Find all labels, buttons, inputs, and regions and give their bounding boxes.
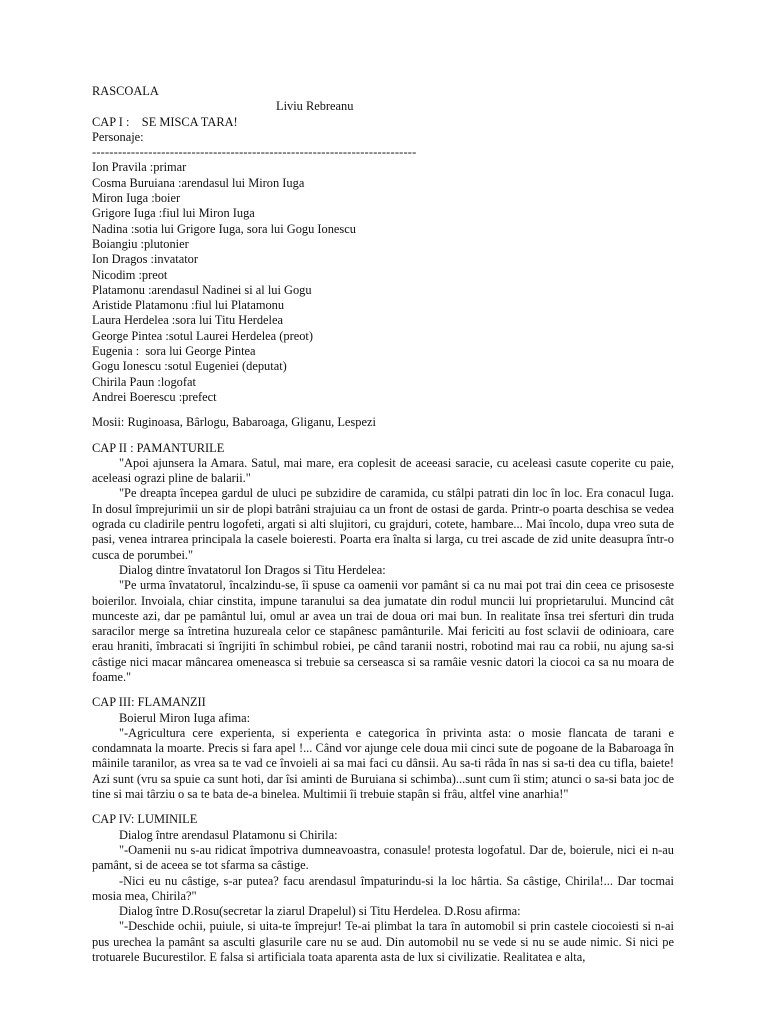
chapter-1-heading: CAP I : SE MISCA TARA! (92, 114, 238, 129)
list-item: Ion Pravila :primar (92, 160, 187, 175)
list-item: Boiangiu :plutonier (92, 236, 189, 251)
chapter-3-quote: "-Agricultura cere experienta, si experienta e categorica în privinta asta: o mosie flancata de tarani e condamnata la moarte. Precis si fara apel !... Când vor ajunge cele doua mii cinci sute de pogoane de la Babaroaga în mâinile taranilor, as vrea sa te vad ce învoieli ai sa mai faci cu dânsii. Au sa-ti râda în nas si sa-ti dea cu tifla, baiete! Azi sunt (vru sa spuie ca sunt hoti, dar îsi aminti de Buruiana si schimba)...sunt cum îi stim; atunci o sa-si bata joc de tine si mai târziu o sa te bata de-a binelea. Multimii îi trebuie stapân si frâu, altfel vine anarhia!" (92, 725, 674, 802)
list-item: Platamonu :arendasul Nadinei si al lui Gogu (92, 282, 312, 297)
document-body (92, 84, 674, 965)
chapter-4-quote-1: "-Oamenii nu s-au ridicat împotriva dumneavoastra, conasule! protesta logofatul. Dar de, boierule, nici ei n-au pamânt, si de aceea se tot sfarma sa câstige. (92, 842, 674, 873)
chapter-2-quote-1: "Apoi ajunsera la Amara. Satul, mai mare, era coplesit de aceeasi saracie, cu aceleasi casute coperite cu paie, aceleasi ograzi pline de balarii." (92, 455, 674, 486)
list-item: Cosma Buruiana :arendasul lui Miron Iuga (92, 175, 305, 190)
list-item: Nicodim :preot (92, 267, 168, 282)
list-item: George Pintea :sotul Laurei Herdelea (preot) (92, 328, 313, 343)
chapter-2-dialog-intro: Dialog dintre învatatorul Ion Dragos si Titu Herdelea: (119, 562, 386, 577)
list-item: Eugenia : sora lui George Pintea (92, 344, 256, 359)
character-list (92, 160, 674, 405)
list-item: Gogu Ionescu :sotul Eugeniei (deputat) (92, 359, 287, 374)
chapter-4-dialog-intro-2: Dialog între D.Rosu(secretar la ziarul Drapelul) si Titu Herdelea. D.Rosu afirma: (119, 904, 521, 919)
document-title: RASCOALA (92, 84, 159, 98)
chapter-2-heading: CAP II : PAMANTURILE (92, 440, 225, 455)
chapter-2-quote-3: "Pe urma învatatorul, încalzindu-se, îi spuse ca oamenii vor pamânt si ca nu mai pot trai din ceea ce prisoseste boierilor. Invoiala, chiar cinstita, impune taranului sa dea jumatate din rodul muncii lui proprietarului. Muncind cât munceste azi, dar pe pamântul lui, omul ar avea un trai de doua ori mai bun. In realitate însa trei sferturi din truda saracilor merge sa întretina huzureala celor ce stapânesc pamânturile. Mai fericiti au fost sclavii de odinioara, care erau hraniti, îmbracati si îngrijiti în schimbul robiei, pe când taranii nostri, robotind mai rau ca robii, nu ajung sa-si câstige nici macar mâncarea omeneasca si trebuie sa cerseasca si sa ramâie vesnic datori la ciocoi ca sa nu moara de foame." (92, 578, 674, 684)
list-item: Andrei Boerescu :prefect (92, 389, 217, 404)
list-item: Grigore Iuga :fiul lui Miron Iuga (92, 206, 255, 221)
chapter-4-quote-3: "-Deschide ochii, puiule, si uita-te împrejur! Te-ai plimbat la tara în automobil si prin castele ciocoiesti si n-ai pus urechea la pamânt sa asculti glasurile care nu se aud. Din automobil nu se vede si nu se aude nimic. Si nici pe trotuarele Bucurestilor. E falsa si artificiala toata aparenta asta de lux si civilizatie. Realitatea e alta, (92, 919, 674, 965)
chapter-4-dialog-intro-1: Dialog între arendasul Platamonu si Chirila: (119, 827, 338, 842)
estates-line: Mosii: Ruginoasa, Bârlogu, Babaroaga, Gliganu, Lespezi (92, 415, 376, 430)
characters-label: Personaje: (92, 129, 144, 144)
chapter-2-quote-2: "Pe dreapta începea gardul de uluci pe subzidire de caramida, cu stâlpi patrati din loc în loc. Era conacul Iuga. In dosul împrejurimii un sir de plopi batrâni strajuiau ca un front de ostasi de garda. Printr-o poarta deschisa se vedea ograda cu cladirile pentru logofeti, argati si alti slujitori, cu grajduri, cotete, hambare... Mai încolo, dupa vreo suta de pasi, venea intrarea principala la casele boieresti. Poarta era înalta si larga, cu trei ascade de zid unite deasupra într-o cusca de porumbei." (92, 486, 674, 562)
separator-line: --------------------------------------------------------------------------- (92, 145, 417, 160)
list-item: Miron Iuga :boier (92, 191, 181, 206)
chapter-3-heading: CAP III: FLAMANZII (92, 695, 206, 710)
list-item: Aristide Platamonu :fiul lui Platamonu (92, 298, 285, 313)
chapter-4-quote-2: -Nici eu nu câstige, s-ar putea? facu arendasul împaturindu-si la loc hârtia. Sa câstige, Chirila!... Dar tocmai mosia mea, Chirila?" (92, 873, 674, 903)
list-item: Chirila Paun :logofat (92, 374, 196, 389)
author-name: Liviu Rebreanu (276, 99, 354, 114)
chapter-4-heading: CAP IV: LUMINILE (92, 812, 198, 827)
chapter-3-speaker-intro: Boierul Miron Iuga afima: (119, 710, 251, 725)
list-item: Nadina :sotia lui Grigore Iuga, sora lui Gogu Ionescu (92, 221, 356, 236)
list-item: Ion Dragos :invatator (92, 252, 198, 267)
list-item: Laura Herdelea :sora lui Titu Herdelea (92, 313, 283, 328)
